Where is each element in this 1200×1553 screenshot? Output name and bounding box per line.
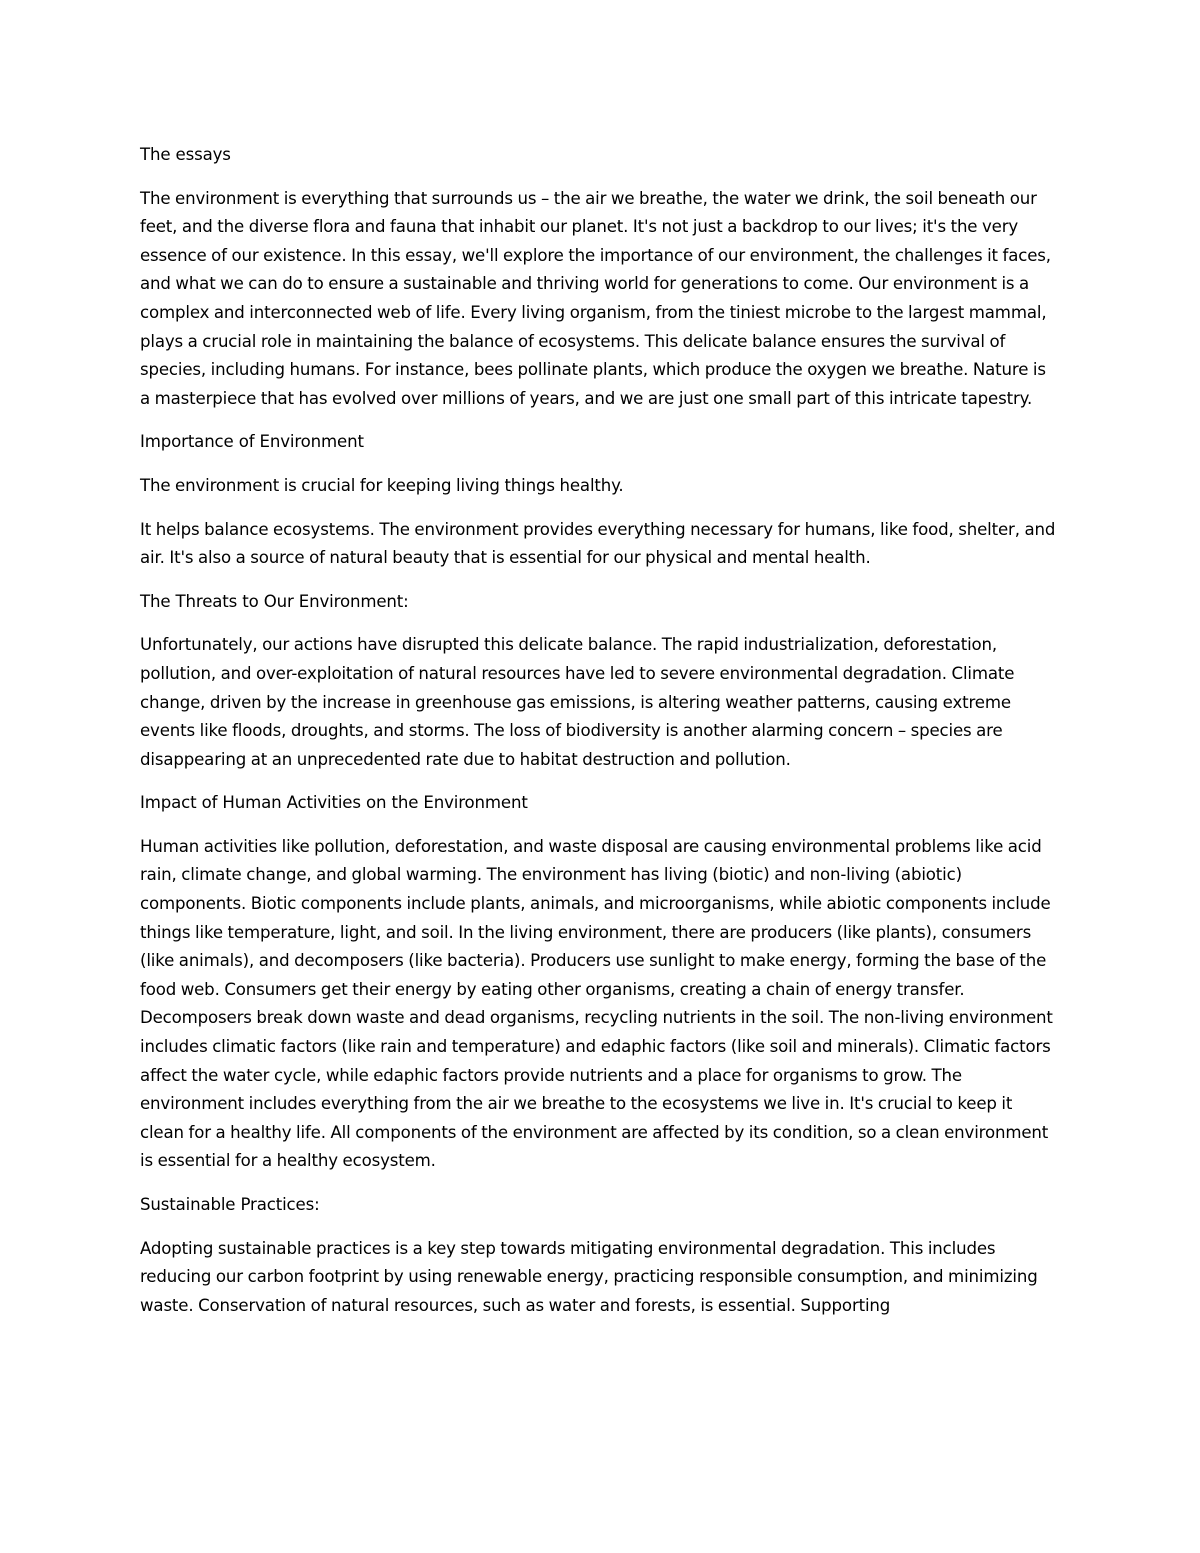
intro-paragraph: The environment is everything that surrounds us – the air we breathe, the water we drink, the soil beneath our feet, and the diverse flora and fauna that inhabit our planet. It's not just a backdrop to our lives; it's the very essence of our existence. In this essay, we'll explore the importance of our environment, the challenges it faces, and what we can do to ensure a sustainable and thriving world for generations to come. Our environment is a complex and interconnected web of life. Every living organism, from the tiniest microbe to the largest mammal, plays a crucial role in maintaining the balance of ecosystems. This delicate balance ensures the survival of species, including humans. For instance, bees pollinate plants, which produce the oxygen we breathe. Nature is a masterpiece that has evolved over millions of years, and we are just one small part of this intricate tapestry. [140,188,1051,408]
document-title: The essays [140,145,231,164]
section-heading-sustainable: Sustainable Practices: [140,1195,320,1214]
importance-paragraph-1: The environment is crucial for keeping living things healthy. [140,475,624,495]
human-impact-paragraph: Human activities like pollution, deforestation, and waste disposal are causing environmental problems like acid rain, climate change, and global warming. The environment has living (biotic) and non-living (abiotic) components. Biotic components include plants, animals, and microorganisms, while abiotic components include things like temperature, light, and soil. In the living environment, there are producers (like plants), consumers (like animals), and decomposers (like bacteria). Producers use sunlight to make energy, forming the base of the food web. Consumers get their energy by eating other organisms, creating a chain of energy transfer. Decomposers break down waste and dead organisms, recycling nutrients in the soil. The non-living environment includes climatic factors (like rain and temperature) and edaphic factors (like soil and minerals). Climatic factors affect the water cycle, while edaphic factors provide nutrients and a place for organisms to grow. The environment includes everything from the air we breathe to the ecosystems we live in. It's crucial to keep it clean for a healthy life. All components of the environment are affected by its condition, so a clean environment is essential for a healthy ecosystem. [140,836,1053,1171]
importance-paragraph-2: It helps balance ecosystems. The environment provides everything necessary for humans, like food, shelter, and air. It's also a source of natural beauty that is essential for our physical and mental health. [140,519,1056,568]
section-heading-threats: The Threats to Our Environment: [140,591,409,611]
threats-paragraph: Unfortunately, our actions have disrupted this delicate balance. The rapid industrialization, deforestation, pollution, and over-exploitation of natural resources have led to severe environmental degradation. Climate change, driven by the increase in greenhouse gas emissions, is altering weather patterns, causing extreme events like floods, droughts, and storms. The loss of biodiversity is another alarming concern – species are disappearing at an unprecedented rate due to habitat destruction and pollution. [140,635,1015,769]
section-heading-human-impact: Impact of Human Activities on the Environment [140,793,528,813]
sustainable-paragraph: Adopting sustainable practices is a key step towards mitigating environmental degradation. This includes reducing our carbon footprint by using renewable energy, practicing responsible consumption, and minimizing waste. Conservation of natural resources, such as water and forests, is essential. Supporting [140,1238,1038,1315]
section-heading-importance: Importance of Environment [140,432,364,452]
